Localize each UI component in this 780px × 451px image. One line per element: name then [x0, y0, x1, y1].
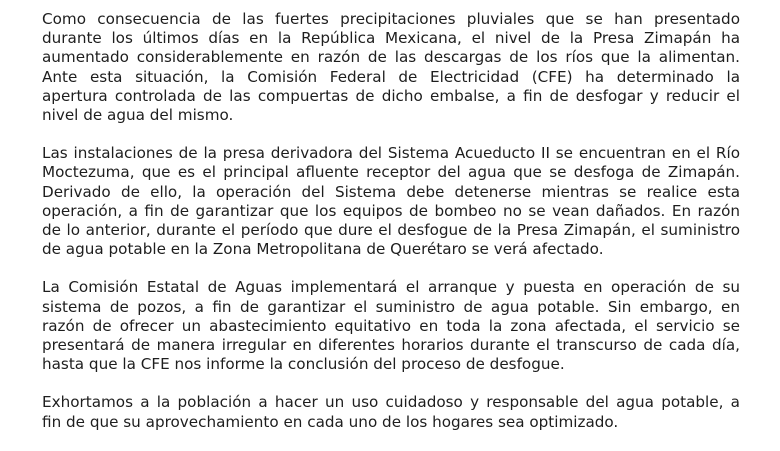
paragraph-3: [42, 278, 740, 374]
text-line: nivel de agua del mismo.: [42, 106, 234, 125]
text-line: presentará de manera irregular en diferentes horarios durante el transcurso de cada día,: [42, 336, 740, 355]
paragraph-1: [42, 10, 740, 125]
text-line: hasta que la CFE nos informe la conclusión del proceso de desfogue.: [42, 355, 565, 374]
text-line: fin de que su aprovechamiento en cada uno de los hogares sea optimizado.: [42, 412, 619, 431]
document-body: [42, 10, 740, 451]
text-line: Derivado de ello, la operación del Sistema debe detenerse mientras se realice esta: [42, 182, 740, 201]
text-line: de agua potable en la Zona Metropolitana de Querétaro se verá afectado.: [42, 240, 604, 259]
paragraph-2: [42, 144, 740, 259]
text-line: durante los últimos días en la República Mexicana, el nivel de la Presa Zimapán ha: [42, 29, 740, 48]
text-line: Las instalaciones de la presa derivadora del Sistema Acueducto II se encuentran en el Río: [42, 144, 740, 163]
paragraph-4: [42, 393, 740, 431]
text-line: de lo anterior, durante el período que dure el desfogue de la Presa Zimapán, el suministro: [42, 221, 740, 240]
text-line: Moctezuma, que es el principal afluente receptor del agua que se desfoga de Zimapán.: [42, 163, 740, 182]
text-line: operación, a fin de garantizar que los equipos de bombeo no se vean dañados. En razón: [42, 201, 740, 220]
text-line: razón de ofrecer un abastecimiento equitativo en toda la zona afectada, el servicio se: [42, 316, 740, 335]
text-line: aumentado considerablemente en razón de las descargas de los ríos que la alimentan.: [42, 48, 740, 67]
text-line: Exhortamos a la población a hacer un uso cuidadoso y responsable del agua potable, a: [42, 393, 740, 412]
text-line: La Comisión Estatal de Aguas implementará el arranque y puesta en operación de su: [42, 278, 740, 297]
text-line: Como consecuencia de las fuertes precipitaciones pluviales que se han presentado: [42, 10, 740, 28]
text-line: sistema de pozos, a fin de garantizar el suministro de agua potable. Sin embargo, en: [42, 297, 740, 316]
text-line: Ante esta situación, la Comisión Federal de Electricidad (CFE) ha determinado la: [42, 67, 740, 86]
text-line: apertura controlada de las compuertas de dicho embalse, a fin de desfogar y reducir el: [42, 86, 740, 105]
